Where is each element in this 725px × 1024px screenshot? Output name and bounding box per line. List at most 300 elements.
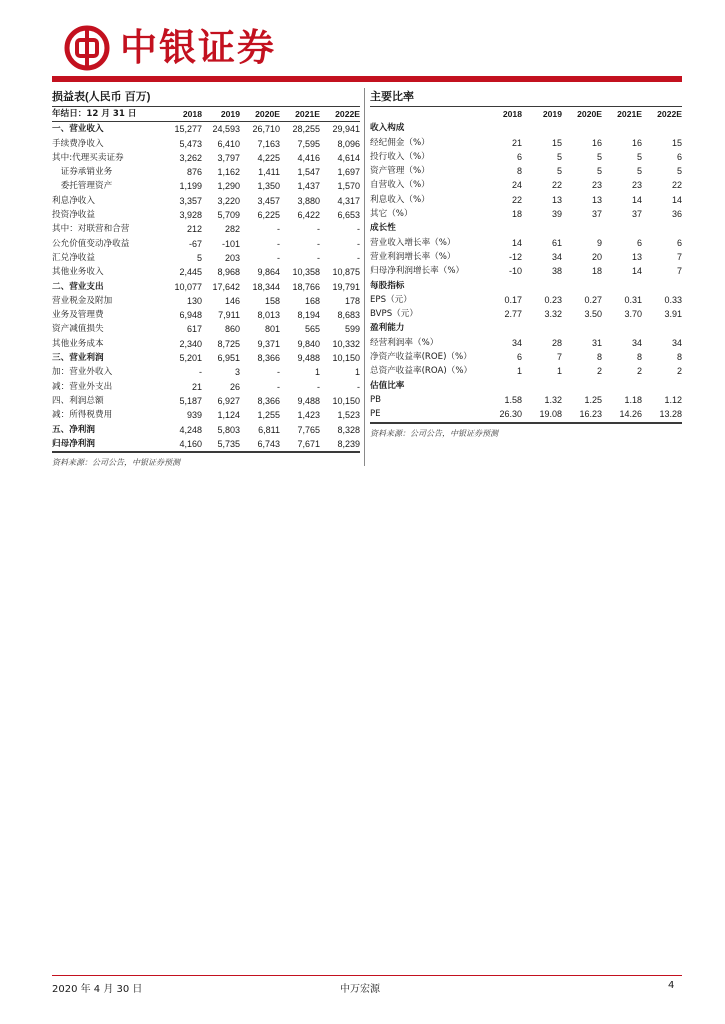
income-cell: 130 — [186, 295, 202, 306]
ratio-row-label: 利息收入（%） — [370, 194, 430, 205]
income-year-header: 2021E — [280, 107, 320, 122]
ratio-cell: 5 — [556, 151, 562, 162]
income-cell: 1,290 — [217, 181, 240, 192]
bank-of-china-logo-icon — [64, 25, 110, 71]
income-cell: 7,671 — [280, 437, 320, 452]
ratio-source-note: 资料来源：公司公告，中银证券预测 — [370, 428, 498, 438]
ratio-cell — [482, 221, 522, 235]
footer-date: 2020 年 4 月 30 日 — [52, 984, 143, 995]
ratio-cell: 61 — [551, 237, 562, 248]
ratio-row — [370, 393, 682, 407]
ratio-row — [370, 136, 682, 150]
income-row-label: 利息净收入 — [52, 195, 95, 206]
income-cell: - — [357, 381, 360, 392]
income-row-label: 四、利润总额 — [52, 395, 104, 406]
ratio-cell: 8 — [516, 166, 522, 177]
ratio-row-label: 经营利润率（%） — [370, 337, 439, 348]
income-cell: 4,614 — [337, 152, 360, 163]
ratio-cell: 0.27 — [584, 294, 602, 305]
ratio-row-label: 资产管理（%） — [370, 166, 430, 177]
ratio-cell — [562, 321, 602, 335]
income-cell: 178 — [344, 295, 360, 306]
income-cell: 168 — [304, 295, 320, 306]
ratio-row-label: 盈利能力 — [370, 323, 405, 334]
income-cell: 7,595 — [297, 138, 320, 149]
income-cell: 5,709 — [217, 210, 240, 221]
ratio-cell: 16.23 — [562, 407, 602, 422]
ratio-cell: 3.32 — [544, 309, 562, 320]
income-row — [52, 423, 360, 437]
income-row — [52, 437, 360, 452]
income-cell: 8,239 — [320, 437, 360, 452]
ratio-year-header: 2019 — [542, 109, 562, 119]
income-cell: 282 — [224, 224, 240, 235]
ratio-row-label: PE — [370, 407, 482, 422]
income-cell: 7,911 — [218, 310, 240, 321]
brand-name: 中银证券 — [120, 26, 276, 69]
income-cell: 8,683 — [337, 310, 360, 321]
ratio-cell: 8 — [596, 352, 602, 363]
income-row-label: 投资净收益 — [52, 210, 95, 221]
ratio-cell — [602, 121, 642, 135]
ratio-cell: 3.91 — [664, 309, 682, 320]
ratio-cell — [602, 279, 642, 293]
income-cell: 8,328 — [337, 424, 360, 435]
ratio-cell: 16 — [591, 137, 602, 148]
income-header-row — [52, 107, 360, 122]
ratio-row-label: 自营收入（%） — [370, 180, 430, 191]
income-cell: 3 — [234, 367, 240, 378]
ratio-cell — [642, 321, 682, 335]
ratio-cell: 16 — [631, 137, 642, 148]
ratio-row — [370, 307, 682, 321]
ratio-year-header: 2020E — [577, 109, 602, 119]
income-row — [52, 408, 360, 422]
ratio-row-label: 营业利润增长率（%） — [370, 251, 456, 262]
income-cell: 5,735 — [202, 437, 240, 452]
income-cell: -67 — [188, 238, 202, 249]
income-cell: 4,317 — [337, 195, 360, 206]
ratio-year-header: 2022E — [657, 109, 682, 119]
ratio-cell: 6 — [516, 352, 522, 363]
ratio-cell: 18 — [511, 209, 522, 220]
ratio-cell: 14 — [631, 194, 642, 205]
income-row — [52, 337, 360, 351]
ratio-cell: 14 — [511, 237, 522, 248]
ratio-cell — [522, 221, 562, 235]
ratio-row — [370, 121, 682, 135]
income-cell: 9,864 — [257, 267, 280, 278]
ratio-row-label: 每股指标 — [370, 280, 405, 291]
footer-rule — [52, 975, 682, 976]
ratio-cell: 34 — [671, 337, 682, 348]
income-cell: 5,803 — [217, 424, 240, 435]
income-cell: 17,642 — [212, 281, 240, 292]
ratio-cell: 37 — [591, 209, 602, 220]
income-cell: 1,697 — [337, 167, 360, 178]
ratio-row — [370, 250, 682, 264]
income-cell: 6,811 — [258, 424, 280, 435]
ratio-cell: 23 — [631, 180, 642, 191]
ratio-row — [370, 407, 682, 422]
source-rule — [370, 423, 682, 424]
income-cell: 6,927 — [217, 395, 240, 406]
ratio-cell: 2 — [676, 366, 682, 377]
ratio-cell: 9 — [596, 237, 602, 248]
ratio-cell: 37 — [631, 209, 642, 220]
income-cell: 599 — [344, 324, 360, 335]
ratio-row — [370, 178, 682, 192]
income-cell: 8,968 — [217, 267, 240, 278]
ratio-cell: 14 — [631, 266, 642, 277]
income-row — [52, 351, 360, 365]
ratio-row-label: 总资产收益率(ROA)（%） — [370, 366, 473, 377]
ratio-cell: 6 — [676, 151, 682, 162]
income-row — [52, 208, 360, 222]
income-row — [52, 137, 360, 151]
ratio-cell: 15 — [671, 137, 682, 148]
ratio-cell: 13.28 — [642, 407, 682, 422]
income-cell: 1 — [314, 367, 320, 378]
ratio-cell: 13 — [631, 251, 642, 262]
ratio-cell: -12 — [508, 251, 522, 262]
ratio-cell: 0.33 — [664, 294, 682, 305]
ratio-row — [370, 193, 682, 207]
income-cell: - — [317, 381, 320, 392]
ratio-cell — [482, 379, 522, 393]
ratio-row — [370, 321, 682, 335]
income-row — [52, 122, 360, 137]
ratio-cell: 1.32 — [544, 394, 562, 405]
income-cell: 6,743 — [240, 437, 280, 452]
income-table-title: 损益表(人民币 百万) — [52, 91, 151, 103]
ratio-cell: 5 — [596, 166, 602, 177]
ratio-cell — [602, 221, 642, 235]
income-cell: 8,096 — [337, 138, 360, 149]
ratio-cell: 1.18 — [624, 394, 642, 405]
income-cell: 24,593 — [212, 124, 240, 135]
ratio-row-label: 净资产收益率(ROE)（%） — [370, 352, 472, 363]
income-cell: 4,160 — [164, 437, 202, 452]
ratio-row — [370, 364, 682, 378]
ratio-cell — [562, 279, 602, 293]
income-cell: 7,163 — [257, 138, 280, 149]
ratio-cell: 8 — [676, 352, 682, 363]
income-year-header: 2018 — [164, 107, 202, 122]
income-cell: 1,162 — [217, 167, 240, 178]
income-cell: 21 — [191, 381, 202, 392]
income-cell: 565 — [304, 324, 320, 335]
income-cell: 4,225 — [257, 152, 280, 163]
ratio-header-row — [370, 107, 682, 121]
ratio-row — [370, 164, 682, 178]
ratio-cell — [642, 379, 682, 393]
ratio-row — [370, 293, 682, 307]
income-cell: 7,765 — [297, 424, 320, 435]
income-cell: 6,948 — [179, 310, 202, 321]
ratio-cell — [482, 121, 522, 135]
ratio-cell: 20 — [591, 251, 602, 262]
income-cell: 6,653 — [337, 210, 360, 221]
ratio-cell: 2 — [636, 366, 642, 377]
income-row-label: 减：所得税费用 — [52, 410, 113, 421]
header-rule — [52, 76, 682, 82]
ratio-cell: 7 — [676, 251, 682, 262]
ratio-row — [370, 279, 682, 293]
ratio-row-label: 其它（%） — [370, 209, 413, 220]
ratio-cell: 22 — [551, 180, 562, 191]
income-cell: 3,262 — [179, 152, 202, 163]
income-cell: 1,423 — [297, 410, 320, 421]
income-cell: 6,951 — [217, 353, 240, 364]
income-cell: 3,457 — [257, 195, 280, 206]
ratio-cell: 18 — [591, 266, 602, 277]
ratio-cell: 14.26 — [602, 407, 642, 422]
ratio-row — [370, 207, 682, 221]
ratio-cell: 34 — [511, 337, 522, 348]
income-cell: 9,488 — [297, 395, 320, 406]
ratio-cell: 3.50 — [584, 309, 602, 320]
income-cell: 158 — [264, 295, 280, 306]
income-cell: 801 — [264, 324, 280, 335]
income-cell: 617 — [186, 324, 202, 335]
income-cell: 1 — [354, 367, 360, 378]
ratio-cell — [522, 279, 562, 293]
ratio-cell: 31 — [591, 337, 602, 348]
income-row-label: 其他业务收入 — [52, 267, 104, 278]
income-cell: - — [277, 381, 280, 392]
income-cell: 10,875 — [332, 267, 360, 278]
income-row-label: 证券承销业务 — [52, 167, 113, 178]
ratio-cell: 23 — [591, 180, 602, 191]
income-header-label: 年结日：12 月 31 日 — [52, 107, 164, 122]
income-row-label: 加：营业外收入 — [52, 367, 113, 378]
income-row — [52, 294, 360, 308]
income-row — [52, 194, 360, 208]
ratio-row-label: 归母净利润增长率（%） — [370, 266, 465, 277]
ratio-cell: 36 — [671, 209, 682, 220]
income-row-label: 公允价值变动净收益 — [52, 238, 130, 249]
income-cell: 1,124 — [217, 410, 240, 421]
page-number: 4 — [668, 980, 675, 991]
income-cell: 5,187 — [179, 395, 202, 406]
income-row-label: 三、营业利润 — [52, 353, 104, 364]
ratio-row-label: EPS（元） — [370, 294, 412, 305]
ratio-cell: 0.31 — [624, 294, 642, 305]
ratio-cell: 38 — [551, 266, 562, 277]
ratio-cell — [562, 379, 602, 393]
ratio-row — [370, 264, 682, 278]
income-year-header: 2020E — [240, 107, 280, 122]
income-cell: 10,077 — [174, 281, 202, 292]
income-cell: 10,150 — [332, 395, 360, 406]
ratio-cell: 28 — [551, 337, 562, 348]
income-cell: 3,928 — [179, 210, 202, 221]
income-cell: 3,797 — [217, 152, 240, 163]
income-cell: 5,201 — [179, 353, 202, 364]
income-cell: 9,840 — [297, 338, 320, 349]
ratio-cell: 6 — [636, 237, 642, 248]
ratio-row — [370, 150, 682, 164]
ratio-cell: 1.12 — [664, 394, 682, 405]
ratio-cell: 5 — [636, 166, 642, 177]
ratio-row-label: PB — [370, 394, 382, 405]
ratio-cell: 39 — [551, 209, 562, 220]
ratio-row — [370, 236, 682, 250]
ratio-row-label: 营业收入增长率（%） — [370, 237, 456, 248]
income-cell: - — [317, 224, 320, 235]
ratio-cell: 2.77 — [504, 309, 522, 320]
ratio-cell — [522, 121, 562, 135]
ratio-cell: 3.70 — [624, 309, 642, 320]
income-row — [52, 265, 360, 279]
ratio-cell: 5 — [676, 166, 682, 177]
income-cell: -101 — [221, 238, 240, 249]
ratio-cell — [522, 321, 562, 335]
ratio-cell: 1 — [516, 366, 522, 377]
income-row-label: 其他业务成本 — [52, 338, 104, 349]
income-cell: 28,255 — [292, 124, 320, 135]
income-cell: - — [357, 252, 360, 263]
income-row-label: 一、营业收入 — [52, 124, 104, 135]
ratio-cell: 2 — [596, 366, 602, 377]
income-row — [52, 365, 360, 379]
income-row — [52, 322, 360, 336]
income-row — [52, 179, 360, 193]
income-cell: 18,766 — [292, 281, 320, 292]
ratio-cell: 1.25 — [584, 394, 602, 405]
income-cell: 15,277 — [174, 124, 202, 135]
ratio-cell — [602, 321, 642, 335]
ratio-header-label — [370, 107, 482, 121]
income-cell: - — [357, 238, 360, 249]
income-row-label: 资产减值损失 — [52, 324, 104, 335]
ratios-panel — [370, 88, 682, 439]
income-cell: 8,013 — [257, 310, 280, 321]
income-year-header: 2022E — [320, 107, 360, 122]
income-cell: 3,357 — [179, 195, 202, 206]
income-row-label: 委托管理资产 — [52, 181, 113, 192]
ratio-cell: -10 — [508, 266, 522, 277]
income-row — [52, 165, 360, 179]
ratio-cell — [482, 279, 522, 293]
income-row-label: 其中:代理买卖证券 — [52, 152, 124, 163]
income-cell: 1,411 — [258, 167, 280, 178]
ratio-cell: 7 — [556, 352, 562, 363]
income-row — [52, 237, 360, 251]
income-table — [52, 107, 360, 452]
income-cell: - — [277, 238, 280, 249]
ratio-row-label: 估值比率 — [370, 380, 405, 391]
income-row — [52, 380, 360, 394]
income-row-label: 其中：对联营和合营 — [52, 224, 130, 235]
ratio-cell — [642, 121, 682, 135]
ratio-cell — [482, 321, 522, 335]
ratio-cell: 5 — [596, 151, 602, 162]
ratio-row — [370, 221, 682, 235]
income-cell: 1,523 — [337, 410, 360, 421]
income-cell: 3,880 — [297, 195, 320, 206]
column-divider — [364, 88, 365, 466]
ratio-cell: 6 — [516, 151, 522, 162]
income-cell: 1,350 — [257, 181, 280, 192]
income-cell: 5 — [196, 252, 202, 263]
income-cell: 10,358 — [292, 267, 320, 278]
ratio-row-label: 收入构成 — [370, 123, 405, 134]
income-cell: - — [199, 367, 202, 378]
ratio-cell: 5 — [556, 166, 562, 177]
income-cell: 9,371 — [257, 338, 280, 349]
income-cell: 2,340 — [179, 338, 202, 349]
ratio-year-header: 2021E — [617, 109, 642, 119]
ratio-cell — [562, 221, 602, 235]
ratio-cell: 15 — [551, 137, 562, 148]
income-cell: 203 — [224, 252, 240, 263]
income-cell: - — [317, 252, 320, 263]
income-cell: 26,710 — [252, 124, 280, 135]
ratio-year-header: 2018 — [502, 109, 522, 119]
ratio-cell: 22 — [671, 180, 682, 191]
ratio-cell: 14 — [671, 194, 682, 205]
ratio-row — [370, 336, 682, 350]
income-cell: 1,437 — [297, 181, 320, 192]
ratio-cell: 7 — [676, 266, 682, 277]
income-cell: - — [277, 252, 280, 263]
income-cell: - — [277, 367, 280, 378]
income-source-note: 资料来源：公司公告，中银证券预测 — [52, 458, 180, 468]
ratio-cell — [562, 121, 602, 135]
income-cell: 29,941 — [332, 124, 360, 135]
ratio-cell: 1 — [556, 366, 562, 377]
ratio-cell: 22 — [511, 194, 522, 205]
ratio-cell: 8 — [636, 352, 642, 363]
ratio-cell: 13 — [551, 194, 562, 205]
income-cell: 8,366 — [257, 395, 280, 406]
income-row — [52, 308, 360, 322]
ratio-cell: 34 — [631, 337, 642, 348]
income-cell: - — [317, 238, 320, 249]
income-cell: 876 — [186, 167, 202, 178]
income-row-label: 业务及管理费 — [52, 310, 104, 321]
income-cell: 8,725 — [217, 338, 240, 349]
ratio-cell: 13 — [591, 194, 602, 205]
income-year-header: 2019 — [202, 107, 240, 122]
income-cell: 212 — [186, 224, 202, 235]
income-cell: 2,445 — [179, 267, 202, 278]
income-cell: 1,570 — [337, 181, 360, 192]
income-cell: 4,248 — [179, 424, 202, 435]
income-cell: - — [357, 224, 360, 235]
header-logo — [64, 22, 276, 74]
income-row — [52, 251, 360, 265]
income-cell: 8,194 — [297, 310, 320, 321]
income-row-label: 汇兑净收益 — [52, 252, 95, 263]
footer-center-text: 中万宏源 — [340, 984, 380, 995]
income-statement-panel — [52, 88, 360, 468]
income-cell: 6,410 — [217, 138, 240, 149]
income-cell: 26 — [229, 381, 240, 392]
ratio-cell: 1.58 — [504, 394, 522, 405]
ratio-cell: 5 — [636, 151, 642, 162]
income-cell: 5,473 — [179, 138, 202, 149]
ratio-row-label: 经纪佣金（%） — [370, 137, 430, 148]
ratio-row-label: 投行收入（%） — [370, 151, 430, 162]
income-cell: 860 — [224, 324, 240, 335]
income-row — [52, 151, 360, 165]
source-rule — [52, 452, 360, 453]
ratio-cell: 19.08 — [522, 407, 562, 422]
ratio-cell: 26.30 — [482, 407, 522, 422]
